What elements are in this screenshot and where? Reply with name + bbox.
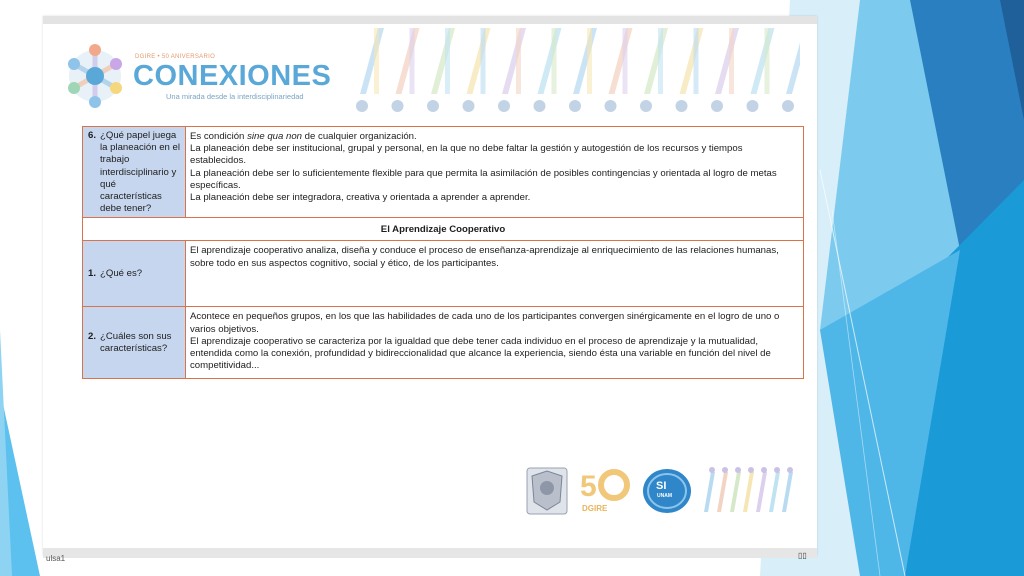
pattern-dot — [787, 467, 793, 473]
pattern-dot — [722, 467, 728, 473]
svg-text:5: 5 — [580, 470, 597, 503]
pattern-bar — [374, 28, 379, 94]
logo-subtitle: Una mirada desde la interdisciplinariedad — [166, 92, 304, 101]
pattern-stripe — [680, 28, 704, 94]
pattern-dot — [774, 467, 780, 473]
logo-wordmark: CONEXIONES — [133, 60, 332, 92]
content-table — [82, 126, 804, 379]
table-row — [83, 127, 804, 218]
pattern-stripe — [743, 472, 754, 512]
pattern-stripe — [396, 28, 420, 94]
network-icon — [68, 44, 122, 108]
question-cell — [83, 127, 186, 218]
question-number: 2. — [88, 331, 97, 343]
pattern-dot — [534, 100, 546, 112]
pattern-stripe — [786, 28, 800, 94]
pattern-bar — [765, 28, 770, 94]
pattern-dot — [605, 100, 617, 112]
pattern-stripe — [751, 28, 775, 94]
pattern-dot — [498, 100, 510, 112]
answer-cell — [186, 241, 804, 307]
pattern-dot — [782, 100, 794, 112]
pattern-dot — [569, 100, 581, 112]
pattern-stripe — [782, 472, 793, 512]
question-cell — [83, 307, 186, 379]
unam-label: UNAM — [657, 493, 672, 499]
pattern-dot — [709, 467, 715, 473]
pattern-dot — [711, 100, 723, 112]
pattern-stripe — [704, 472, 715, 512]
pattern-stripe — [715, 28, 739, 94]
answer-cell — [186, 307, 804, 379]
section-header-row — [83, 218, 804, 241]
question-text: ¿Qué es? — [100, 268, 143, 280]
question-text: ¿Qué papel juega la planeación en el trabajo interdisciplinario y qué características debe tener? — [100, 130, 181, 215]
pattern-bar — [481, 28, 486, 94]
question-number: 1. — [88, 268, 97, 280]
pattern-stripe — [431, 28, 455, 94]
logo-tagline: DGIRE • 50 ANIVERSARIO — [135, 54, 216, 60]
answer-text: Es condición — [190, 131, 248, 142]
answer-text: de cualquier organización. — [302, 131, 417, 142]
table-row — [83, 241, 804, 307]
pattern-stripe — [609, 28, 633, 94]
question-number: 6. — [88, 130, 97, 141]
answer-line: La planeación debe ser institucional, grupal y personal, en la que no debe faltar la gestión y autogestión de los recursos y tiempos establecidos. — [190, 143, 743, 167]
pattern-dot — [735, 467, 741, 473]
status-left-text: ulsa1 — [46, 554, 66, 563]
pattern-bar — [729, 28, 734, 94]
answer-line: La planeación debe ser lo suficientemente flexible para que permita la asimilación de posibles contingencias y orientada al logro de metas específicas. — [190, 167, 777, 191]
pattern-stripe — [573, 28, 597, 94]
pattern-bar — [694, 28, 699, 94]
pattern-dot — [463, 100, 475, 112]
pattern-bar — [410, 28, 415, 94]
pattern-bar — [552, 28, 557, 94]
pattern-dot — [640, 100, 652, 112]
pattern-stripe — [756, 472, 767, 512]
fifty-years-icon — [580, 470, 627, 503]
dgire-label: DGIRE — [582, 504, 608, 513]
pattern-dot — [356, 100, 368, 112]
pattern-stripe — [502, 28, 526, 94]
pattern-stripe — [769, 472, 780, 512]
question-text: ¿Cuáles son sus características? — [100, 331, 172, 355]
pattern-dot — [427, 100, 439, 112]
pattern-dot — [747, 100, 759, 112]
answer-emphasis: sine qua non — [247, 131, 303, 142]
answer-cell — [186, 127, 804, 218]
answer-line: Acontece en pequeños grupos, en los que las habilidades de cada uno de los participantes convergen sinérgicamente en el logro de uno o varios objetivos. — [190, 311, 780, 335]
si-unam-icon — [643, 469, 691, 513]
document-status-bar — [43, 548, 817, 558]
footer-pattern — [704, 467, 793, 512]
pattern-dot — [748, 467, 754, 473]
status-view-icon[interactable]: ▯▯ — [798, 551, 807, 560]
pattern-dot — [392, 100, 404, 112]
pattern-bar — [658, 28, 663, 94]
pattern-dot — [676, 100, 688, 112]
table-row — [83, 307, 804, 379]
pattern-bar — [587, 28, 592, 94]
pattern-stripe — [717, 472, 728, 512]
pattern-stripe — [360, 28, 384, 94]
section-title: El Aprendizaje Cooperativo — [83, 218, 804, 241]
pattern-dot — [761, 467, 767, 473]
document-top-toolbar — [43, 16, 817, 24]
answer-line: El aprendizaje cooperativo se caracteriza por la igualdad que debe tener cada individuo en el proceso de aprendizaje y la mutualidad, entendida como la conexión, profundidad y bidireccionalidad que alcance la experiencia, siendo ésta una variable en función del nivel de competitividad... — [190, 335, 771, 372]
si-label: SI — [656, 480, 667, 492]
unam-crest-icon — [527, 468, 567, 514]
question-cell — [83, 241, 186, 307]
pattern-stripe — [538, 28, 562, 94]
answer-line: La planeación debe ser integradora, creativa y orientada a aprender a aprender. — [190, 192, 531, 204]
pattern-bar — [623, 28, 628, 94]
pattern-stripe — [467, 28, 491, 94]
answer-line: El aprendizaje cooperativo analiza, diseña y conduce el proceso de enseñanza-aprendizaje al enriquecimiento de las relaciones humanas, sobre todo en sus aspectos cognitivo, social y ético, de los participantes. — [190, 245, 779, 269]
pattern-bar — [516, 28, 521, 94]
pattern-stripe — [644, 28, 668, 94]
pattern-stripe — [730, 472, 741, 512]
pattern-bar — [445, 28, 450, 94]
answer-line — [190, 131, 799, 143]
header-pattern — [350, 24, 800, 116]
